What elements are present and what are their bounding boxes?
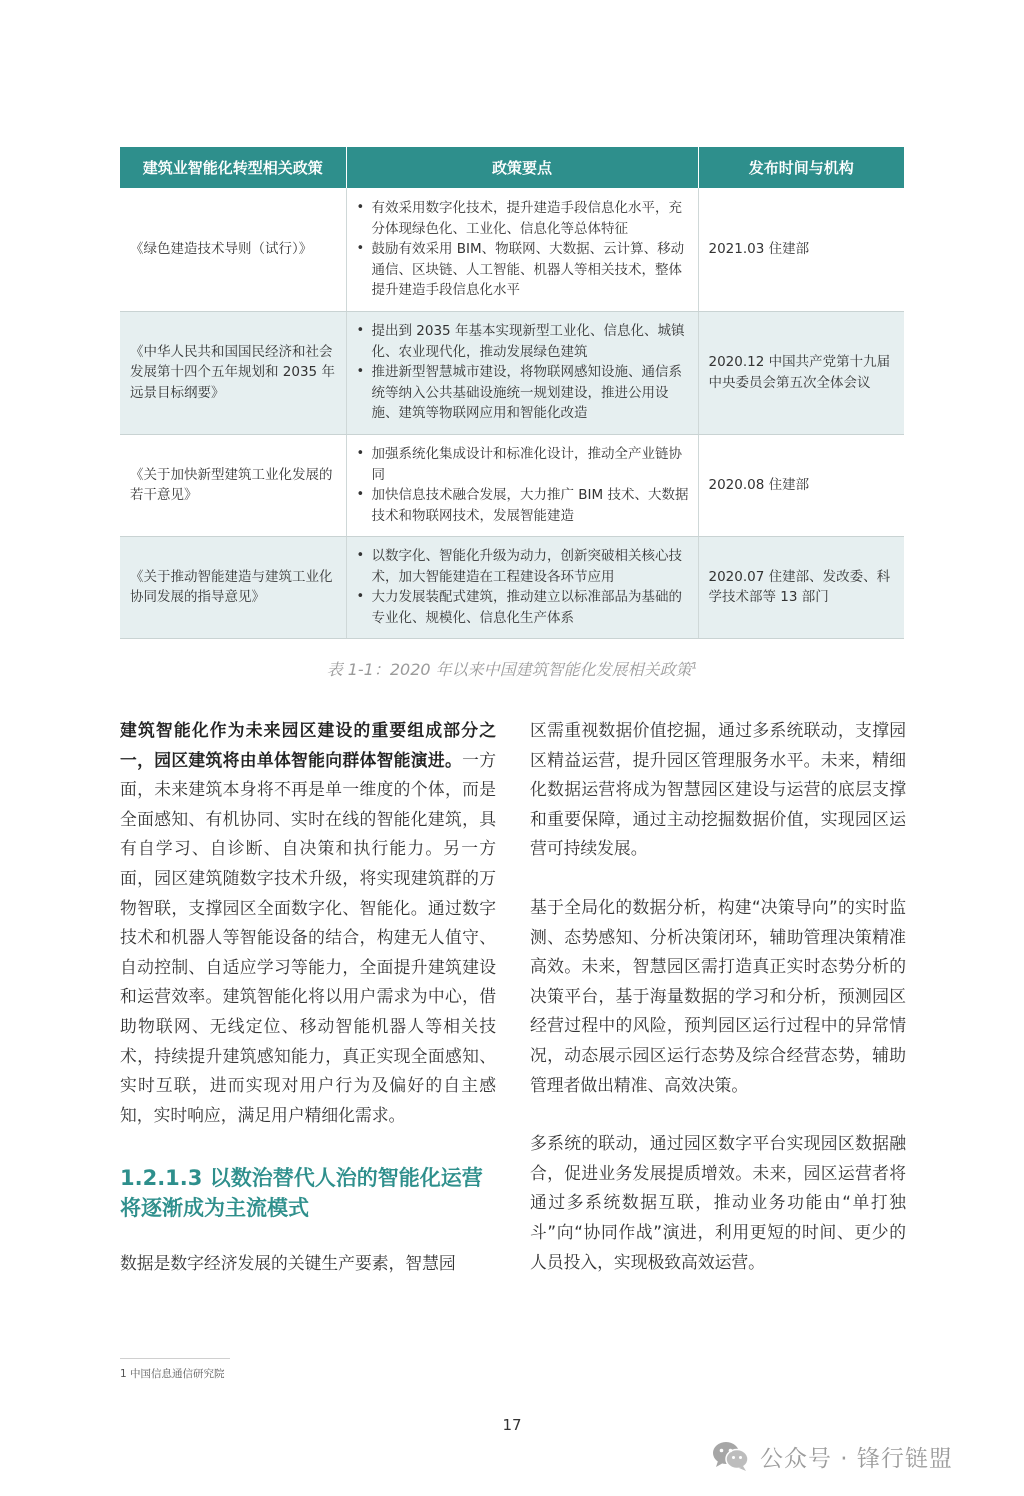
policy-issuer: 2020.12 中国共产党第十九届中央委员会第五次全体会议 xyxy=(698,311,904,434)
policy-issuer: 2020.08 住建部 xyxy=(698,434,904,536)
body-paragraph: 多系统的联动，通过园区数字平台实现园区数据融合，促进业务发展提质增效。未来，园区运营者将通过多系统数据互联，推动业务功能由“单打独斗”向“协同作战”演进，利用更短的时间、更少的人员投入，实现极致高效运营。 xyxy=(530,1133,906,1272)
left-column xyxy=(120,716,496,1279)
policy-name: 《关于加快新型建筑工业化发展的若干意见》 xyxy=(120,434,346,536)
policy-point: • 加强系统化集成设计和标准化设计，推动全产业链协同 xyxy=(355,444,692,485)
body-paragraph: 基于全局化的数据分析，构建“决策导向”的实时监测、态势感知、分析决策闭环，辅助管理决策精准高效。未来，智慧园区需打造真正实时态势分析的决策平台，基于海量数据的学习和分析，预测园区经营过程中的风险，预判园区运行过程中的异常情况，动态展示园区运行态势及综合经营态势，辅助管理者做出精准、高效决策。 xyxy=(530,896,906,1095)
table-caption-footnote-ref: 1 xyxy=(691,661,698,672)
lead-sentence: 建筑智能化作为未来园区建设的重要组成部分之一，园区建筑将由单体智能向群体智能演进。 xyxy=(120,720,496,770)
table-header-row xyxy=(120,147,904,188)
policy-name: 《关于推动智能建造与建筑工业化协同发展的指导意见》 xyxy=(120,536,346,638)
body-paragraph: 数据是数字经济发展的关键生产要素，智慧园 xyxy=(120,1253,456,1274)
policy-point: • 推进新型智慧城市建设，将物联网感知设施、通信系统等纳入公共基础设施统一规划建设，推进公用设施、建筑等物联网应用和智能化改造 xyxy=(355,362,692,424)
body-paragraph: 区需重视数据价值挖掘，通过多系统联动，支撑园区精益运营，提升园区管理服务水平。未来，精细化数据运营将成为智慧园区建设与运营的底层支撑和重要保障，通过主动挖掘数据价值，实现园区运营可持续发展。 xyxy=(530,720,906,859)
table-row xyxy=(120,188,904,311)
header-key-points: 政策要点 xyxy=(346,147,698,188)
policy-points xyxy=(346,311,698,434)
body-text: 一方面，未来建筑本身将不再是单一维度的个体，而是全面感知、有机协同、实时在线的智能化建筑，具有自学习、自诊断、自决策和执行能力。另一方面，园区建筑随数字技术升级，将实现建筑群的万物智联，支撑园区全面数字化、智能化。通过数字技术和机器人等智能设备的结合，构建无人值守、自动控制、自适应学习等能力，全面提升建筑建设和运营效率。建筑智能化将以用户需求为中心，借助物联网、无线定位、移动智能机器人等相关技术，持续提升建筑感知能力，真正实现全面感知、实时互联，进而实现对用户行为及偏好的自主感知，实时响应，满足用户精细化需求。 xyxy=(120,749,496,1125)
section-heading: 1.2.1.3 以数治替代人治的智能化运营将逐渐成为主流模式 xyxy=(120,1166,483,1221)
policy-points xyxy=(346,536,698,638)
footnote: 1 中国信息通信研究院 xyxy=(120,1368,225,1380)
policy-point: • 有效采用数字化技术，提升建造手段信息化水平，充分体现绿色化、工业化、信息化等总体特征 xyxy=(355,198,692,239)
watermark-text: 公众号 · 锋行链盟 xyxy=(760,1445,953,1472)
table-caption-text: 表 1-1：2020 年以来中国建筑智能化发展相关政策 xyxy=(326,660,692,679)
policy-issuer: 2021.03 住建部 xyxy=(698,188,904,311)
wechat-icon xyxy=(712,1440,750,1472)
right-column xyxy=(530,716,906,1277)
table-row xyxy=(120,311,904,434)
table-row xyxy=(120,434,904,536)
policy-point: • 以数字化、智能化升级为动力，创新突破相关核心技术，加大智能建造在工程建设各环节应用 xyxy=(355,546,692,587)
policy-point: • 加快信息技术融合发展，大力推广 BIM 技术、大数据技术和物联网技术，发展智能建造 xyxy=(355,485,692,526)
footnote-divider xyxy=(120,1358,230,1359)
policy-point: • 提出到 2035 年基本实现新型工业化、信息化、城镇化、农业现代化，推动发展绿色建筑 xyxy=(355,321,692,362)
table-caption xyxy=(0,657,1024,680)
table-row xyxy=(120,536,904,638)
header-policy: 建筑业智能化转型相关政策 xyxy=(120,147,346,188)
policy-table xyxy=(120,147,904,639)
policy-name: 《绿色建造技术导则（试行）》 xyxy=(120,188,346,311)
header-issuer: 发布时间与机构 xyxy=(698,147,904,188)
body-paragraph xyxy=(120,716,496,1130)
page-number: 17 xyxy=(502,1416,522,1434)
policy-points xyxy=(346,188,698,311)
policy-issuer: 2020.07 住建部、发改委、科学技术部等 13 部门 xyxy=(698,536,904,638)
policy-point: • 大力发展装配式建筑，推动建立以标准部品为基础的专业化、规模化、信息化生产体系 xyxy=(355,587,692,628)
watermark xyxy=(712,1436,953,1476)
policy-name: 《中华人民共和国国民经济和社会发展第十四个五年规划和 2035 年远景目标纲要》 xyxy=(120,311,346,434)
policy-points xyxy=(346,434,698,536)
policy-point: • 鼓励有效采用 BIM、物联网、大数据、云计算、移动通信、区块链、人工智能、机器人等相关技术，整体提升建造手段信息化水平 xyxy=(355,239,692,301)
